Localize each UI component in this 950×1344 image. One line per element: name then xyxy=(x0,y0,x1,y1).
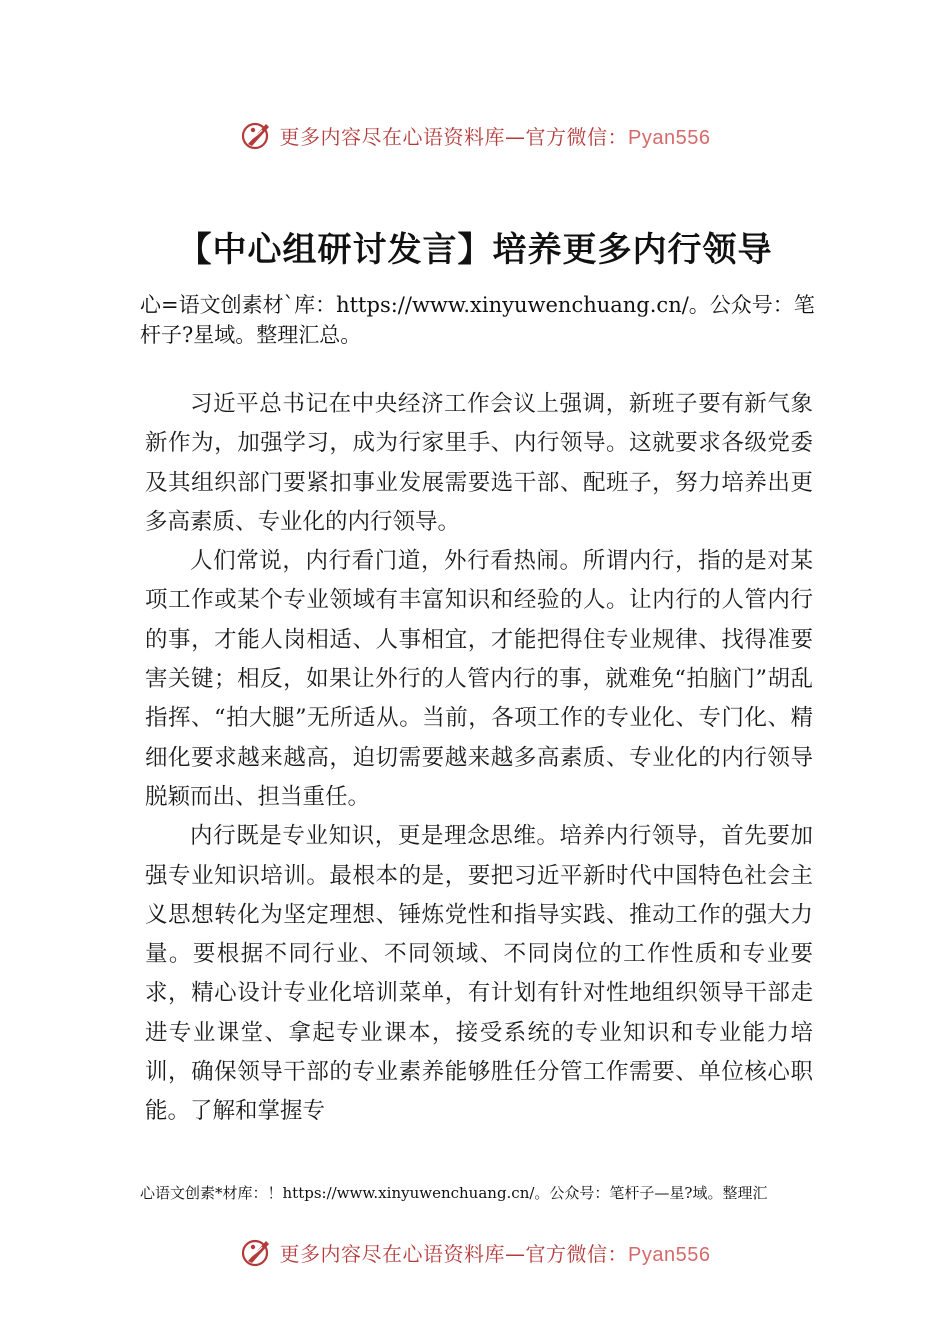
paragraph: 人们常说，内行看门道，外行看热闹。所谓内行，指的是对某项工作或某个专业领域有丰富知识和经验的人。让内行的人管内行的事，才能人岗相适、人事相宜，才能把得住专业规律、找得准要害关键；相反，如果让外行的人管内行的事，就难免“拍脑门”胡乱指挥、“拍大腿”无所适从。当前，各项工作的专业化、专门化、精细化要求越来越高，迫切需要越来越多高素质、专业化的内行领导脱颖而出、担当重任。 xyxy=(145,548,813,810)
header-banner-text xyxy=(280,121,711,150)
footer-banner-main: 更多内容尽在心语资料库—官方微信： xyxy=(279,1241,629,1266)
header-banner-main: 更多内容尽在心语资料库—官方微信： xyxy=(279,124,629,149)
paragraph: 内行既是专业知识，更是理念思维。培养内行领导，首先要加强专业知识培训。最根本的是，要把习近平新时代中国特色社会主义思想转化为坚定理想、锤炼党性和指导实践、推动工作的强大力量。要根据不同行业、不同领域、不同岗位的工作性质和专业要求，精心设计专业化培训菜单，有计划有针对性地组织领导干部走进专业课堂、拿起专业课本，接受系统的专业知识和专业能力培训，确保领导干部的专业素养能够胜任分管工作需要、单位核心职能。了解和掌握专 xyxy=(145,823,813,1125)
document-body xyxy=(145,385,813,1132)
source-note: 心=语文创素材`库：https://www.xinyuwenchuang.cn/。公众号：笔杆子?星域。整理汇总。 xyxy=(140,293,815,347)
paragraph: 习近平总书记在中央经济工作会议上强调，新班子要有新气象新作为，加强学习，成为行家里手、内行领导。这就要求各级党委及其组织部门要紧扣事业发展需要选干部、配班子，努力培养出更多高素质、专业化的内行领导。 xyxy=(145,391,813,535)
footer-banner-wechat-id: Pyan556 xyxy=(628,1243,711,1266)
header-banner-wechat-id: Pyan556 xyxy=(628,126,711,149)
header-banner xyxy=(0,115,950,155)
footer-source-note: 心语文创素*材库：！https://www.xinyuwenchuang.cn/。公众号：笔杆子—星?域。整理汇 xyxy=(140,1184,768,1202)
quill-logo-icon xyxy=(240,1235,274,1269)
footer-banner xyxy=(0,1232,950,1272)
footer-banner-text xyxy=(280,1238,711,1267)
document-title: 【中心组研讨发言】培养更多内行领导 xyxy=(177,230,773,270)
quill-logo-icon xyxy=(240,118,274,152)
